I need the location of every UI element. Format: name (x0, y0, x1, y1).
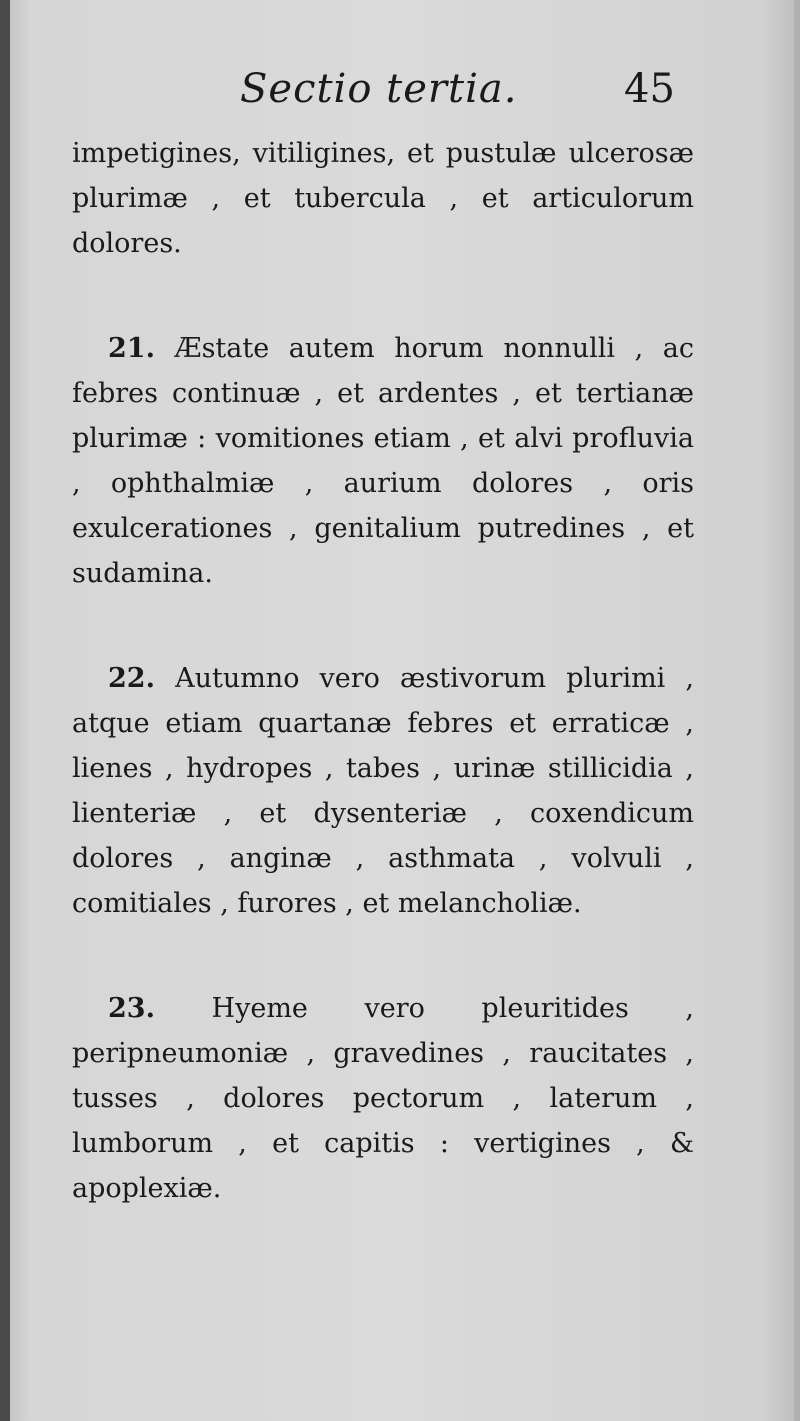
paragraph-text: Autumno vero æstivorum plurimi , atque etiam quartanæ febres et erraticæ , lienes , hydropes , tabes , urinæ stillicidia , lienteriæ , et dysenteriæ , coxendicum dolores , anginæ , asthmata , volvuli , comitiales , furores , et melancholiæ. (72, 663, 694, 919)
paragraph-number: 22. (108, 663, 155, 694)
page-body (72, 131, 694, 1211)
page-number: 45 (624, 66, 675, 112)
paragraph-22 (72, 656, 694, 926)
page-edge (794, 0, 800, 1421)
paragraph-23 (72, 986, 694, 1211)
page-gutter-shadow (0, 0, 10, 1421)
paragraph-number: 21. (108, 333, 155, 364)
paragraph-21 (72, 326, 694, 596)
page-header (0, 60, 800, 130)
paragraph-text: Hyeme vero pleuritides , peripneumoniæ , gravedines , raucitates , tusses , dolores pectorum , laterum , lumborum , et capitis : vertigines , & apoplexiæ. (72, 993, 694, 1204)
paragraph-text: impetigines, vitiligines, et pustulæ ulcerosæ plurimæ , et tubercula , et articulorum dolores. (72, 138, 694, 259)
running-title: Sectio tertia. (240, 66, 518, 112)
paragraph-text: Æstate autem horum nonnulli , ac febres continuæ , et ardentes , et tertianæ plurimæ : vomitiones etiam , et alvi profluvia , ophthalmiæ , aurium dolores , oris exulcerationes , genitalium putredines , et sudamina. (72, 333, 694, 589)
paragraph-continuation (72, 131, 694, 266)
paragraph-number: 23. (108, 993, 155, 1024)
